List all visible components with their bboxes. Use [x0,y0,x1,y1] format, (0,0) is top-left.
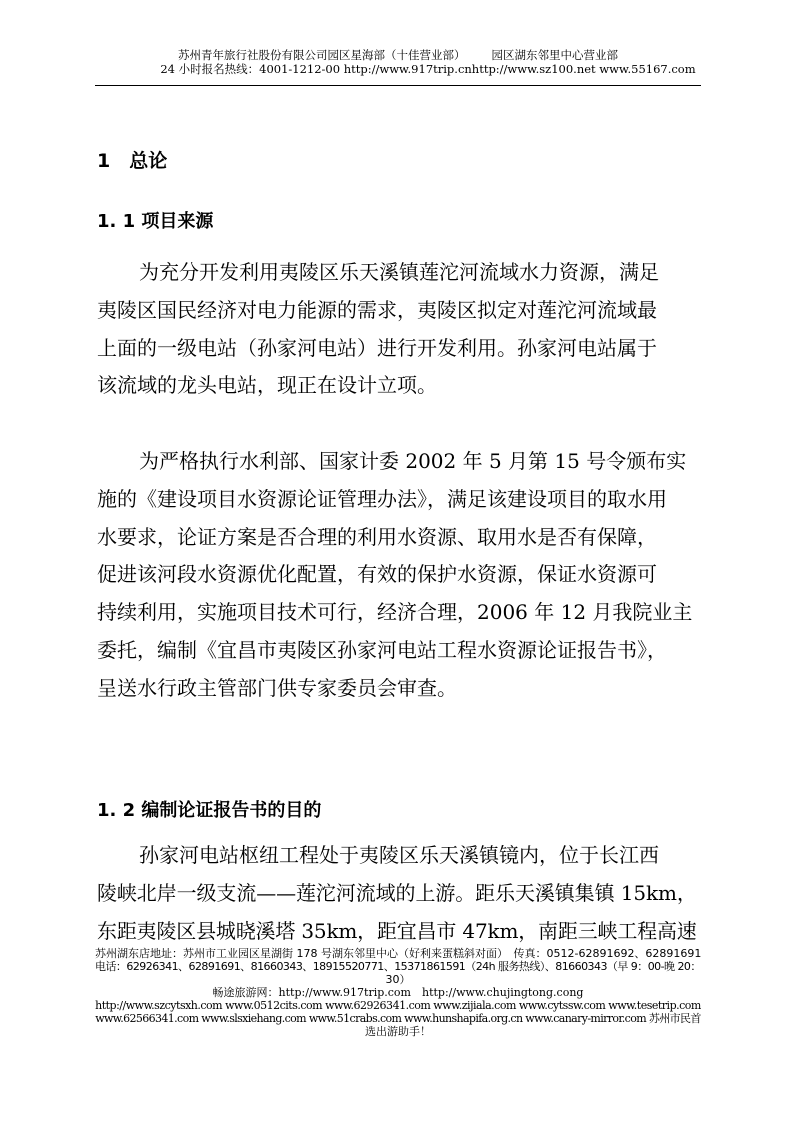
page-footer [95,947,701,1038]
paragraph-line: 委托，编制《宜昌市夷陵区孙家河电站工程水资源论证报告书》， [97,637,667,662]
paragraph-line: 上面的一级电站（孙家河电站）进行开发利用。孙家河电站属于 [97,335,657,360]
footer-phones: 电话：62926341、62891691、81660343、18915520771、15371861591（24h 服务热线）、81660343（早 9：00-晚 20： [95,960,701,973]
header-hotline: 24 小时报名热线：4001-1212-00 http://www.917trip.cnhttp://www.sz100.net www.55167.com [160,62,696,76]
header-branch-name: 园区湖东邻里中心营业部 [491,48,618,62]
header-company-name: 苏州青年旅行社股份有限公司园区星海部（十佳营业部） [178,48,466,62]
paragraph-line: 促进该河段水资源优化配置，有效的保护水资源，保证水资源可 [97,562,657,587]
paragraph-line: 陵峡北岸一级支流——莲沱河流域的上游。距乐天溪镇集镇 15km， [97,880,697,905]
paragraph-line: 呈送水行政主管部门供专家委员会审查。 [97,675,457,700]
section-1-1-paragraph-1 [97,254,697,405]
chapter-title: 1 总论 [97,150,168,172]
header-divider [95,85,701,86]
section-1-1-title: 1. 1 项目来源 [97,211,214,232]
paragraph-line: 孙家河电站枢纽工程处于夷陵区乐天溪镇镜内，位于长江西 [139,843,659,867]
section-1-1-paragraph-2 [97,443,697,708]
header-company-line [95,48,701,62]
paragraph-line: 为充分开发利用夷陵区乐天溪镇莲沱河流域水力资源，满足 [139,260,659,284]
paragraph-line: 持续利用，实施项目技术可行，经济合理，2006 年 12 月我院业主 [97,600,693,625]
footer-address: 苏州湖东店地址：苏州市工业园区星湖街 178 号湖东邻里中心（好利来蛋糕斜对面） 传真：0512-62891692、62891691 [95,947,702,960]
paragraph-line: 夷陵区国民经济对电力能源的需求，夷陵区拟定对莲沱河流域最 [97,297,657,322]
page-header [95,48,701,76]
footer-phones-cont: 30） [385,973,411,986]
paragraph-line: 为严格执行水利部、国家计委 2002 年 5 月第 15 号令颁布实 [139,449,687,473]
section-1-2-title: 1. 2 编制论证报告书的目的 [97,800,322,821]
section-1-2-paragraph-1 [97,837,697,950]
footer-slogan: 选出游助手！ [365,1025,431,1038]
paragraph-line: 水要求，论证方案是否合理的利用水资源、取用水是否有保障， [97,524,657,549]
footer-website: 畅途旅游网：http://www.917trip.com http://www.chujingtong.cong [212,986,584,999]
paragraph-line: 施的《建设项目水资源论证管理办法》，满足该建设项目的取水用 [97,486,667,511]
paragraph-line: 该流域的龙头电站，现正在设计立项。 [97,373,437,398]
footer-links-1: http://www.szcytsxh.com www.0512cits.com www.62926341.com www.zijiala.com www.cytssw.com www.tesetrip.com [95,999,701,1012]
footer-links-2: www.62566341.com www.slsxiehang.com www.51crabs.com www.hunshapifa.org.cn www.canary-mirror.com 苏州市民首 [95,1012,701,1025]
paragraph-line: 东距夷陵区县城晓溪塔 35km，距宜昌市 47km，南距三峡工程高速 [97,918,697,943]
